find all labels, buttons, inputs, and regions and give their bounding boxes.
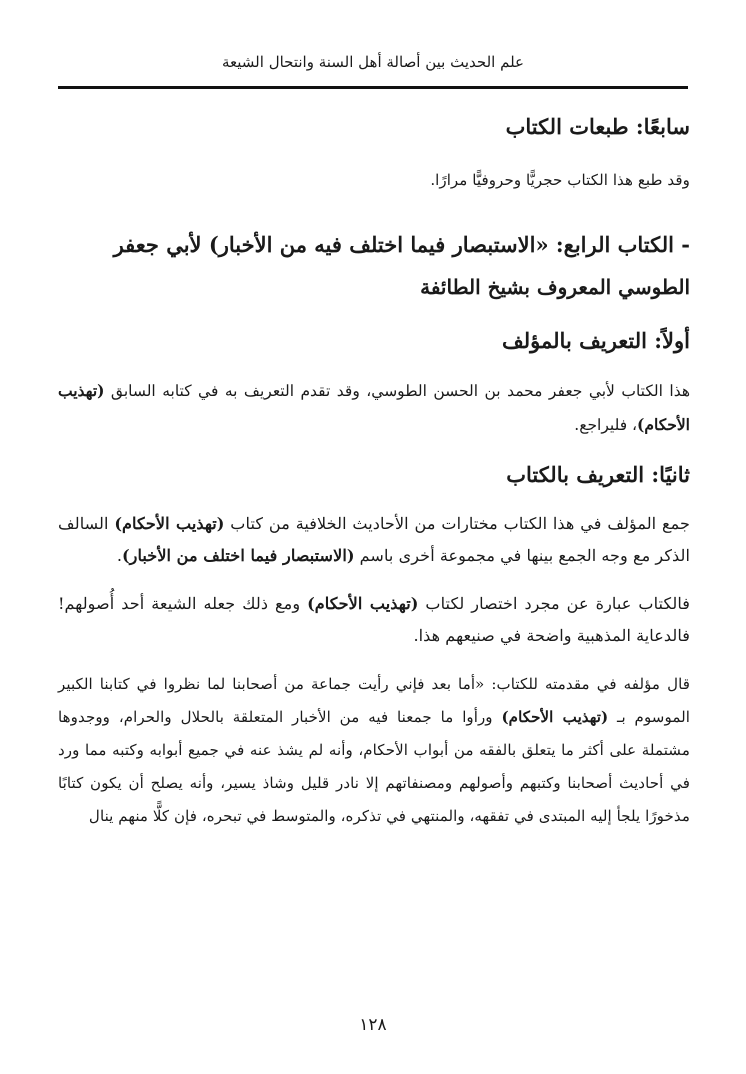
paragraph-book-text-a: جمع المؤلف في هذا الكتاب مختارات من الأحاديث الخلافية من كتاب xyxy=(224,514,690,533)
book-title-block xyxy=(58,224,690,308)
section-heading-book: ثانيًا: التعريف بالكتاب xyxy=(506,462,690,487)
section-heading-editions: سابعًا: طبعات الكتاب xyxy=(505,114,690,139)
book-name-tahdhib: (تهذيب الأحكام) xyxy=(307,594,419,613)
paragraph-book-text-b: السالف الذكر مع وجه الجمع بينها في مجموعة أخرى باسم xyxy=(58,514,690,565)
paragraph-summary xyxy=(58,588,690,652)
paragraph-book-text-c: . xyxy=(116,546,123,565)
header-rule xyxy=(58,86,688,89)
section-heading-author: أولاً: التعريف بالمؤلف xyxy=(502,328,690,353)
book-name-tahdhib: (تهذيب الأحكام) xyxy=(114,514,225,533)
page-content xyxy=(58,108,690,833)
book-title-line-2: الطوسي المعروف بشيخ الطائفة xyxy=(420,275,690,299)
book-title-line-1: - الكتاب الرابع: «الاستبصار فيما اختلف فيه من الأخبار) لأبي جعفر xyxy=(113,232,690,257)
book-name-tahdhib: (تهذيب الأحكام) xyxy=(58,381,690,434)
book-name-tahdhib: (تهذيب الأحكام) xyxy=(501,708,609,726)
page-number: ١٢٨ xyxy=(359,1015,387,1035)
running-header: علم الحديث بين أصالة أهل السنة وانتحال الشيعة xyxy=(222,53,524,71)
paragraph-editions: وقد طبع هذا الكتاب حجريًّا وحروفيًّا مرارًا. xyxy=(430,171,690,189)
paragraph-quote-text-b: ورأوا ما جمعنا فيه من الأخبار المتعلقة بالحلال والحرام، ووجدوها مشتملة على أكثر ما يتعلق بالفقه من أبواب الأحكام، وأنه لم يشذ عنه في جميع أبوابه وكتبه مما ورد في أحاديث أصحابنا وكتبهم وأصولهم ومصنفاتهم إلا نادر قليل وشاذ يسير، وأنه يصلح أن يكون كتابًا مذخورًا يلجأ إليه المبتدى في تفقهه، والمنتهي في تذكره، والمتوسط في تبحره، فإن كلًّا منهم ينال xyxy=(58,708,690,825)
paragraph-author-text-b: ، فليراجع. xyxy=(574,416,638,434)
paragraph-quote xyxy=(58,668,690,833)
paragraph-quote-text-a: قال مؤلفه في مقدمته للكتاب: «أما بعد فإني رأيت جماعة من أصحابنا لما نظروا في كتابنا الكبير الموسوم بـ xyxy=(58,675,690,726)
paragraph-author xyxy=(58,374,690,442)
paragraph-summary-text-a: فالكتاب عبارة عن مجرد اختصار لكتاب xyxy=(418,594,690,613)
paragraph-book xyxy=(58,508,690,572)
paragraph-summary-text-b: ومع ذلك جعله الشيعة أحد أُصولهم! فالدعاية المذهبية واضحة في صنيعهم هذا. xyxy=(58,594,690,645)
paragraph-author-text-a: هذا الكتاب لأبي جعفر محمد بن الحسن الطوسي، وقد تقدم التعريف به في كتابه السابق xyxy=(104,382,690,400)
book-name-istibsar: (الاستبصار فيما اختلف من الأخبار) xyxy=(122,546,355,565)
